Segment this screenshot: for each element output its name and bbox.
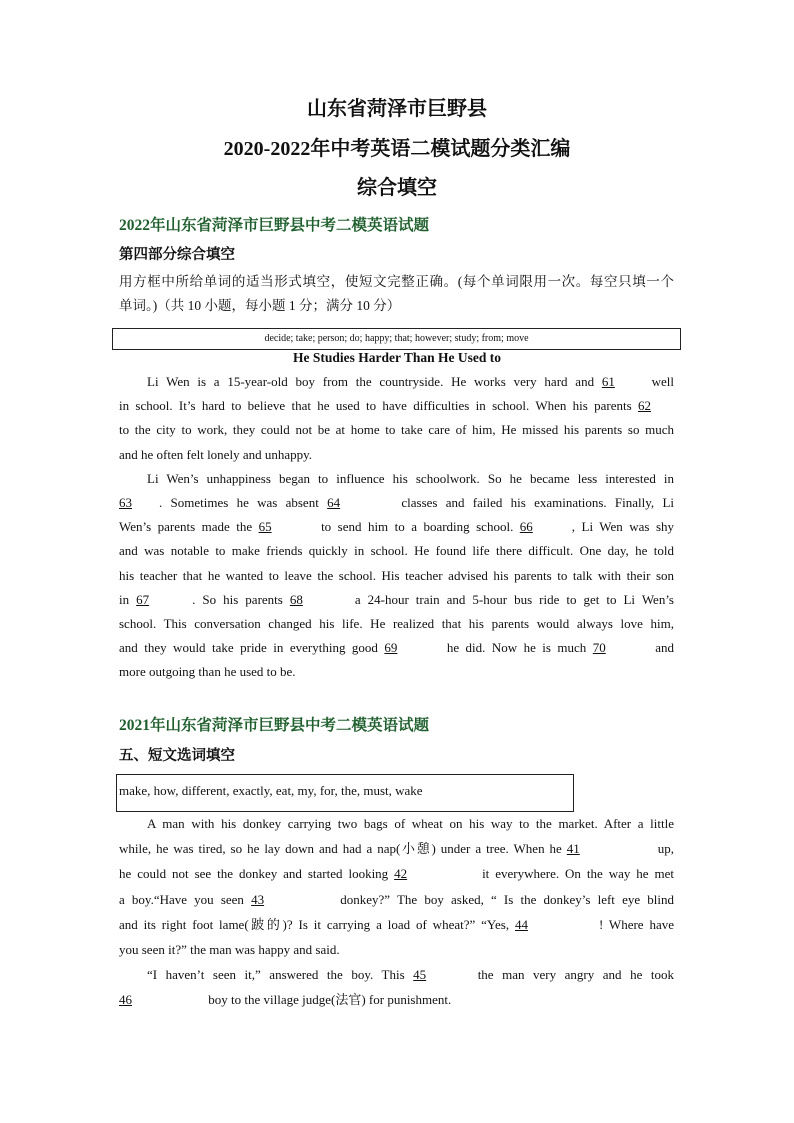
word-bank-box-2021: make, how, different, exactly, eat, my, for, the, must, wake (116, 774, 574, 812)
instructions-2022 (119, 270, 674, 318)
passage-line: you seen it?” the man was happy and said. (119, 941, 340, 957)
passage-line: Li Wen is a 15-year-old boy from the countryside. He works very hard and 61 well (119, 370, 674, 394)
passage-line: school. This conversation changed his life. He realized that his parents would always love him, (119, 615, 674, 631)
blank-46[interactable]: 46 (119, 992, 132, 1008)
blank-45[interactable]: 45 (413, 967, 427, 983)
passage-line: and its right foot lame(跛的)? Is it carrying a load of wheat?” “Yes, 44 ! Where have (119, 912, 674, 937)
instruction-line-1: 用方框中所给单词的适当形式填空，使短文完整正确。(每个单词限用一次。每空只填一个 (119, 274, 674, 289)
blank-64[interactable]: 64 (327, 494, 341, 510)
section-heading-2022: 2022年山东省菏泽市巨野县中考二模英语试题 (119, 217, 430, 234)
passage-2022 (119, 370, 674, 684)
passage-line: more outgoing than he used to be. (119, 664, 296, 680)
passage-line: and was notable to make friends quickly in school. He found life there difficult. One day, he told (119, 543, 674, 559)
passage-title: He Studies Harder Than He Used to (292, 350, 502, 365)
passage-line: “I haven’t seen it,” answered the boy. This 45 the man very angry and he took (119, 962, 674, 987)
section-heading-2021: 2021年山东省菏泽市巨野县中考二模英语试题 (119, 717, 430, 734)
part-heading-2022: 第四部分综合填空 (119, 247, 235, 263)
blank-42[interactable]: 42 (394, 866, 408, 882)
blank-62[interactable]: 62 (638, 398, 651, 414)
blank-63[interactable]: 63 (119, 494, 132, 510)
word-bank-box-2022: decide; take; person; do; happy; that; however; study; from; move (112, 328, 681, 350)
blank-41[interactable]: 41 (566, 841, 580, 857)
passage-line: and he often felt lonely and unhappy. (119, 446, 313, 462)
blank-66[interactable]: 66 (519, 519, 533, 535)
passage-line: 46 boy to the village judge(法官) for punishment. (119, 987, 674, 1012)
passage-line: he could not see the donkey and started looking 42 it everywhere. On the way he met (119, 861, 674, 886)
blank-67[interactable]: 67 (136, 591, 150, 607)
passage-line: a boy.“Have you seen 43 donkey?” The boy asked, “ Is the donkey’s left eye blind (119, 887, 674, 912)
blank-61[interactable]: 61 (601, 374, 615, 389)
blank-44[interactable]: 44 (514, 916, 528, 932)
blank-65[interactable]: 65 (258, 519, 272, 535)
instruction-line-2: 单词。)（共 10 小题，每小题 1 分；满分 10 分） (119, 298, 401, 314)
passage-line: and they would take pride in everything good 69 he did. Now he is much 70 and (119, 636, 674, 660)
passage-line: to the city to work, they could not be at home to take care of him, He missed his parents so much (119, 422, 674, 438)
doc-title-exam: 2020-2022年中考英语二模试题分类汇编 (223, 138, 571, 160)
passage-line: A man with his donkey carrying two bags of wheat on his way to the market. After a little (147, 816, 674, 831)
passage-line: Li Wen’s unhappiness began to influence his schoolwork. So he became less interested in (147, 470, 674, 486)
passage-line: Wen’s parents made the 65 to send him to a boarding school. 66 , Li Wen was shy (119, 515, 674, 539)
blank-69[interactable]: 69 (384, 640, 398, 656)
blank-68[interactable]: 68 (289, 591, 303, 607)
part-heading-2021: 五、短文选词填空 (119, 748, 235, 764)
passage-line: while, he was tired, so he lay down and had a nap(小憩) under a tree. When he 41 up, (119, 836, 674, 861)
blank-70[interactable]: 70 (592, 640, 606, 656)
blank-43[interactable]: 43 (251, 891, 265, 907)
doc-title-region: 山东省菏泽市巨野县 (307, 98, 487, 120)
passage-line: in 67 . So his parents 68 a 24-hour train and 5-hour bus ride to get to Li Wen’s (119, 588, 674, 612)
passage-line: his teacher that he wanted to leave the school. His teacher advised his parents to talk with their son (119, 567, 674, 583)
doc-title-type: 综合填空 (357, 177, 437, 199)
passage-line: in school. It’s hard to believe that he used to have difficulties in school. When his parents 62 (119, 394, 674, 418)
passage-line: 63 . Sometimes he was absent 64 classes and failed his examinations. Finally, Li (119, 491, 674, 515)
passage-2021 (119, 811, 674, 1013)
